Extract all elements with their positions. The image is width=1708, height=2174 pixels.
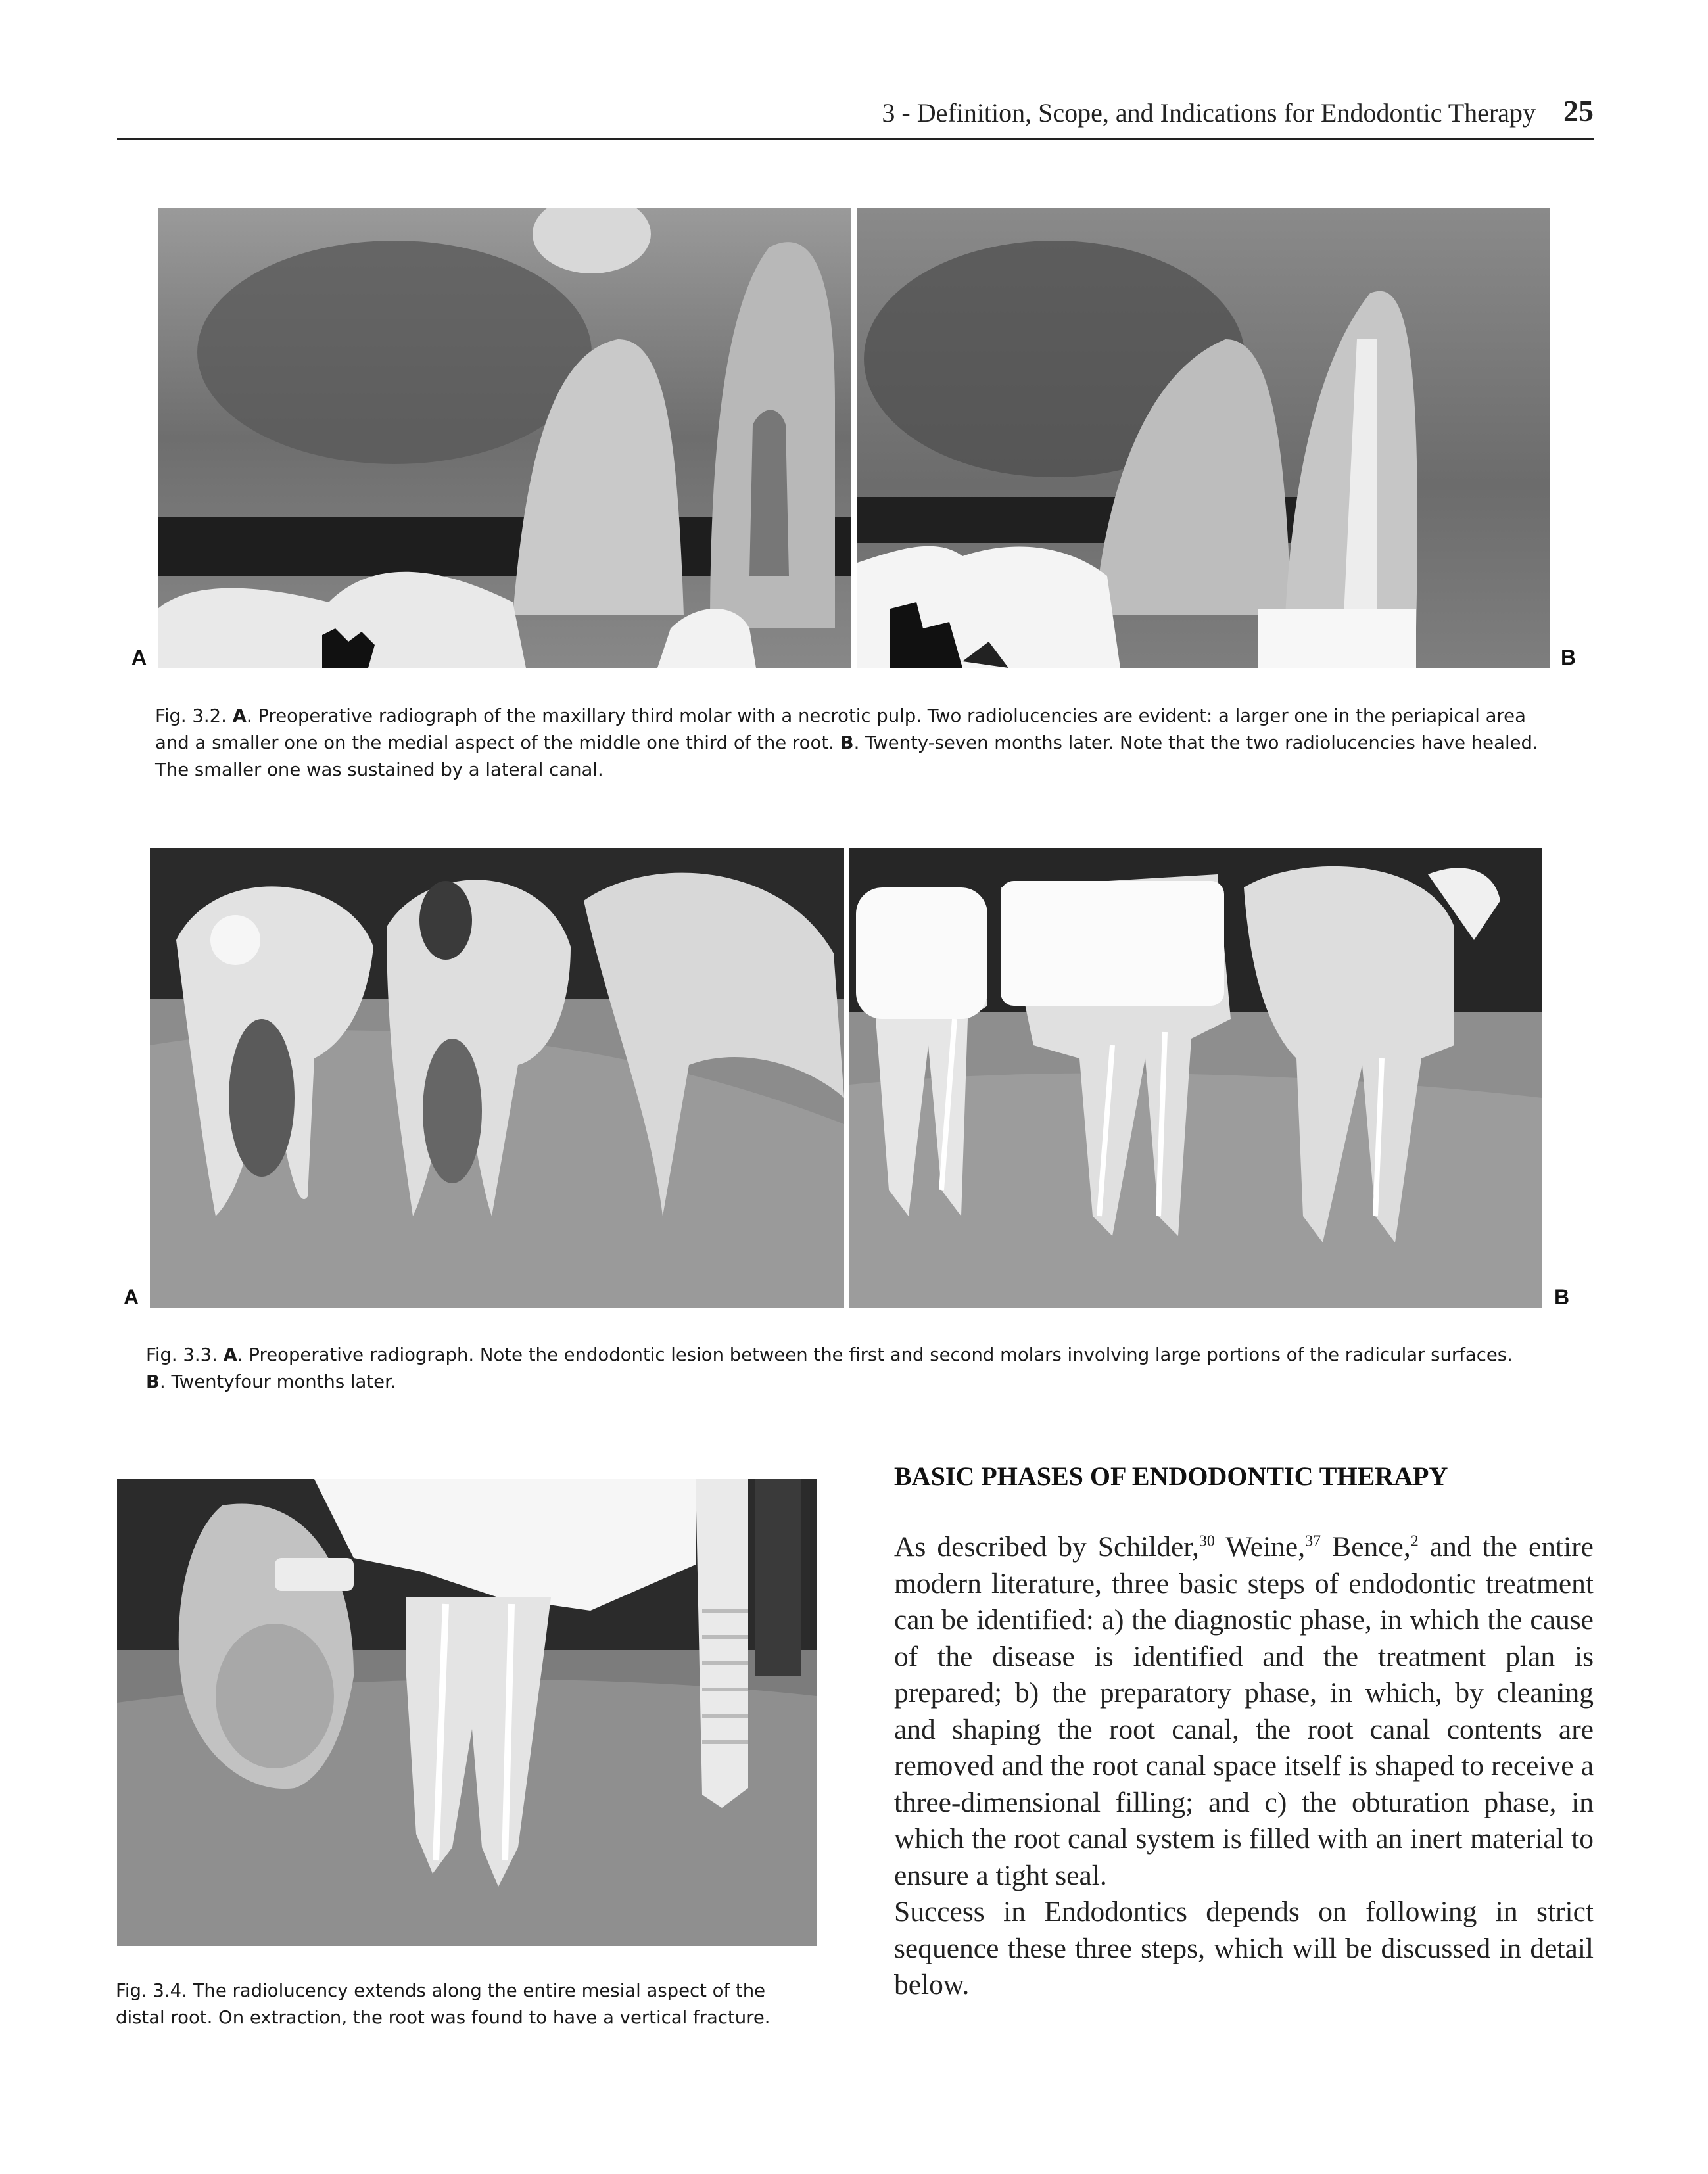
- caption-label-a: A: [223, 1344, 237, 1365]
- p1-text-rest: and the entire modern literature, three basic steps of endodontic treatment can be identified: a) the diagnostic phase, in which the cause of the disease is identified and the treatment plan is prepared; b) the preparatory phase, in which, by cleaning and shaping the root canal, the root canal contents are removed and the root canal space itself is shaped to receive a three-dimensional filling; and c) the obturation phase, in which the root canal system is filled with an inert material to ensure a tight seal.: [894, 1531, 1594, 1891]
- reference-30: 30: [1198, 1532, 1215, 1550]
- fig-3-2-label-a: A: [131, 646, 147, 669]
- caption-text-a: . Preoperative radiograph of the maxillary third molar with a necrotic pulp. Two radiolucencies are evident: a larger one in the periapical area and a smaller one on the medial aspect of the middle one third of the root.: [155, 705, 1526, 753]
- paragraph-2: Success in Endodontics depends on following in strict sequence these three steps, which will be discussed in detail below.: [894, 1896, 1594, 2000]
- fig-3-3-caption: [146, 1342, 1546, 1396]
- reference-37: 37: [1305, 1532, 1321, 1550]
- caption-text-a: . Preoperative radiograph. Note the endodontic lesion between the first and second molars involving large portions of the radicular surfaces.: [237, 1344, 1513, 1365]
- running-header: [117, 92, 1594, 140]
- body-text: [894, 1529, 1594, 2004]
- fig-3-2a-radiograph: [158, 208, 851, 668]
- fig-3-4-caption: Fig. 3.4. The radiolucency extends along the entire mesial aspect of the distal root. On extraction, the root was found to have a vertical fracture.: [116, 1980, 771, 2028]
- caption-text-b: . Twenty-seven months later. Note that the two radiolucencies have healed. The smaller one was sustained by a lateral canal.: [155, 732, 1538, 780]
- page-number: 25: [1563, 94, 1594, 128]
- p1-text-bence: Bence,: [1321, 1531, 1411, 1563]
- caption-label-b: B: [146, 1371, 160, 1392]
- caption-fig-number: Fig. 3.2.: [155, 705, 227, 726]
- section-heading: BASIC PHASES OF ENDODONTIC THERAPY: [894, 1461, 1448, 1491]
- fig-3-3-label-b: B: [1554, 1285, 1570, 1309]
- caption-text-b: . Twentyfour months later.: [159, 1371, 396, 1392]
- caption-label-a: A: [232, 705, 247, 726]
- fig-3-3-label-a: A: [124, 1285, 139, 1309]
- p1-text-start: As described by Schilder,: [894, 1531, 1199, 1563]
- fig-3-3b-radiograph: [849, 848, 1542, 1308]
- fig-3-4-radiograph: [117, 1479, 817, 1946]
- caption-fig-number: Fig. 3.3.: [146, 1344, 218, 1365]
- fig-3-2b-radiograph: [857, 208, 1550, 668]
- fig-3-2-caption: [155, 703, 1550, 784]
- p1-text-weine: Weine,: [1214, 1531, 1306, 1563]
- running-title: 3 - Definition, Scope, and Indications for Endodontic Therapy: [882, 98, 1536, 128]
- caption-label-b: B: [840, 732, 854, 753]
- reference-2: 2: [1410, 1532, 1419, 1550]
- fig-3-2-label-b: B: [1561, 646, 1577, 669]
- fig-3-3a-radiograph: [150, 848, 844, 1308]
- paragraph-1: [894, 1529, 1594, 1894]
